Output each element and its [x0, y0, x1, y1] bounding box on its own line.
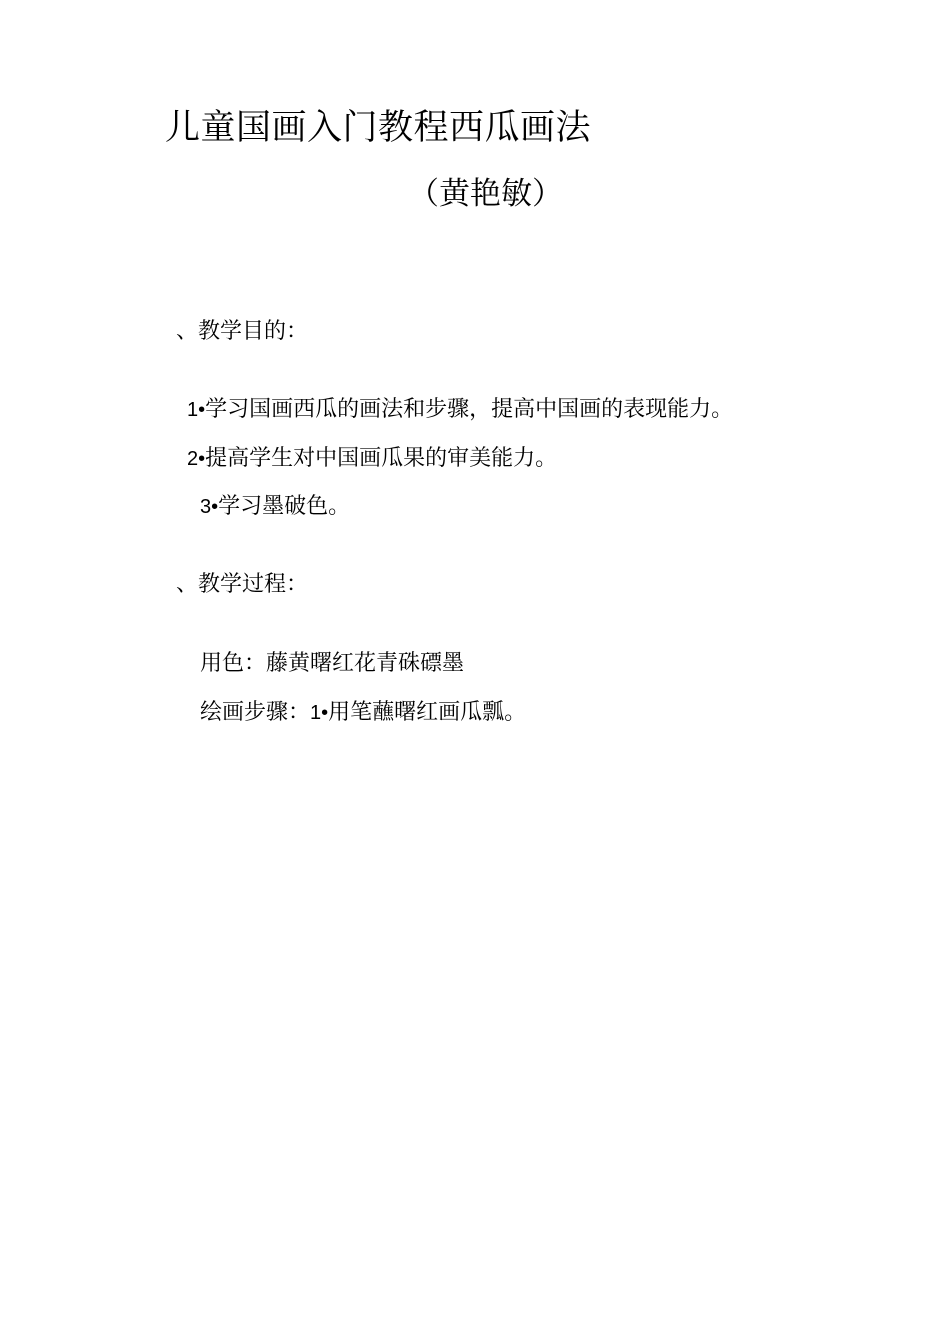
section-heading-objectives: 、教学目的： — [176, 319, 309, 344]
section-heading-process: 、教学过程： — [176, 572, 309, 597]
objective-item-3-text: 学习墨破色。 — [218, 494, 351, 519]
objective-item-1-number: 1• — [187, 399, 206, 421]
objective-item-2-number: 2• — [187, 448, 206, 470]
steps-prefix: 绘画步骤： — [200, 700, 311, 725]
colors-line: 用色：藤黄曙红花青硃磦墨 — [200, 651, 465, 676]
objective-item-1-text: 学习国画西瓜的画法和步骤，提高中国画的表现能力。 — [205, 397, 734, 422]
steps-number: 1• — [310, 702, 329, 724]
objective-item-2 — [187, 443, 557, 475]
steps-text: 用笔蘸曙红画瓜瓢。 — [328, 700, 527, 725]
objective-item-2-text: 提高学生对中国画瓜果的审美能力。 — [205, 446, 558, 471]
objective-item-1 — [187, 394, 733, 426]
objective-item-3-number: 3• — [200, 496, 219, 518]
document-author: （黄艳敏） — [408, 176, 563, 212]
document-title: 儿童国画入门教程西瓜画法 — [165, 108, 592, 148]
objective-item-3 — [200, 491, 350, 523]
steps-line — [200, 697, 526, 729]
